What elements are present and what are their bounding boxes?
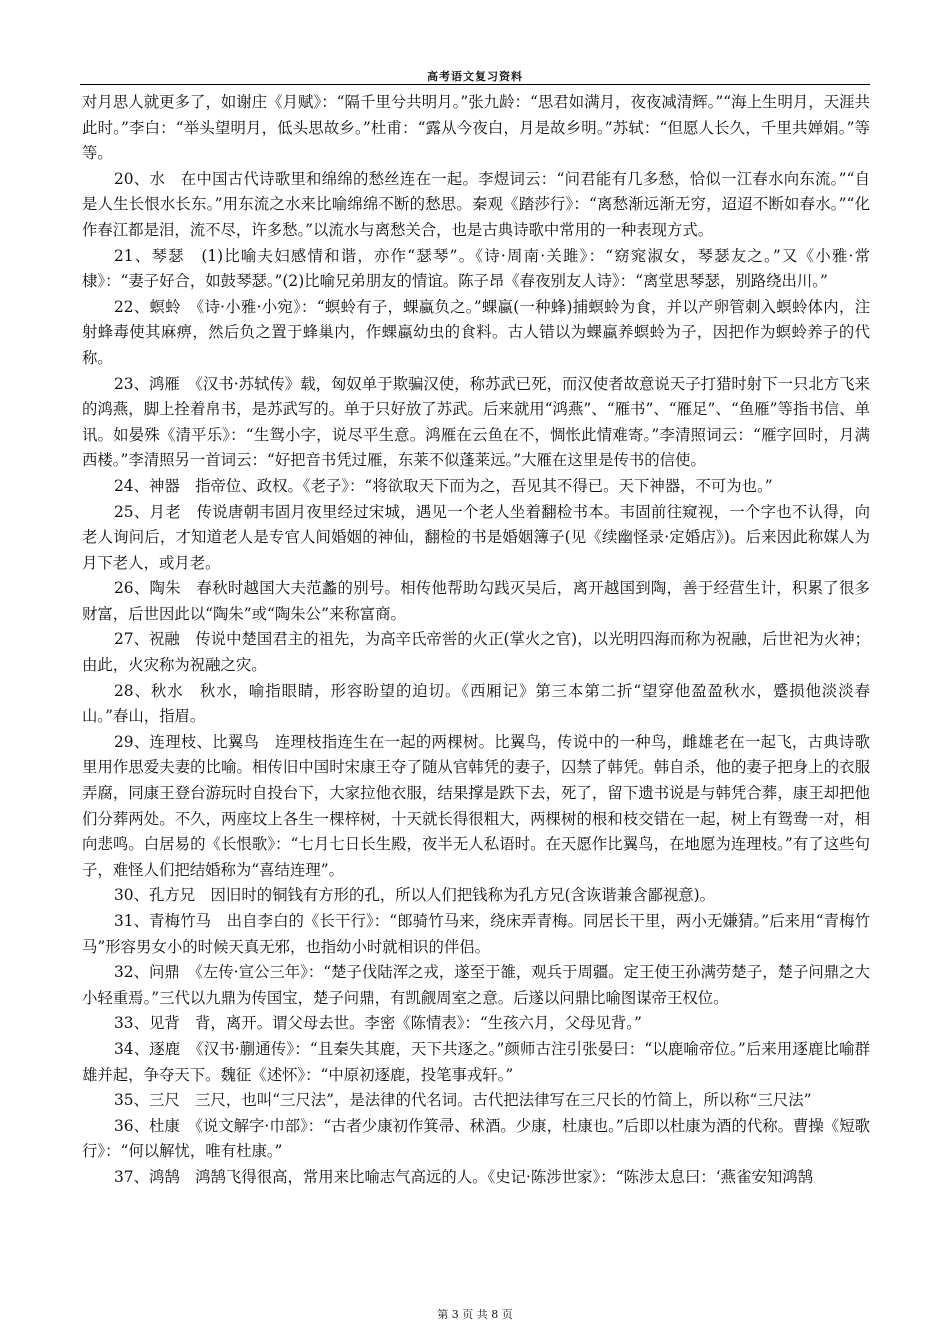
paragraph-35: 35、三尺 三尺，也叫“三尺法”，是法律的代名词。古代把法律写在三尺长的竹简上，所以称“三尺法” bbox=[114, 1091, 812, 1110]
paragraph-36: 36、杜康 《说文解字·巾部》：“古者少康初作箕帚、秫酒。少康，杜康也。”后即以杜康为酒的代称。曹操《短歌行》：“何以解忧，唯有杜康。” bbox=[82, 1116, 870, 1161]
paragraph-33: 33、见背 背，离开。谓父母去世。李密《陈情表》：“生孩六月，父母见背。” bbox=[114, 1014, 642, 1033]
header-divider bbox=[80, 84, 870, 85]
paragraph-19-continued: 对月思人就更多了，如谢庄《月赋》：“隔千里兮共明月。”张九龄：“思君如满月，夜夜减清辉。”“海上生明月，天涯共此时。”李白：“举头望明月，低头思故乡。”杜甫：“露从今夜白，月是故乡明。”苏轼：“但愿人长久，千里共婵娟。”等等。 bbox=[82, 93, 870, 163]
paragraph-24: 24、神器 指帝位、政权。《老子》：“将欲取天下而为之，吾见其不得已。天下神器，不可为也。” bbox=[114, 476, 773, 495]
paragraph-22: 22、螟蛉 《诗·小雅·小宛》：“螟蛉有子，蜾蠃负之。”蜾蠃(一种蜂)捕螟蛉为食，并以产卵管刺入螟蛉体内，注射蜂毒使其麻痹，然后负之置于蜂巢内，作蜾蠃幼虫的食料。古人错以为蜾蠃养螟蛉为子，因把作为螟蛉养子的代称。 bbox=[82, 297, 870, 367]
paragraph-34: 34、逐鹿 《汉书·蒯通传》：“且秦失其鹿，天下共逐之。”颜师古注引张晏曰：“以鹿喻帝位。”后来用逐鹿比喻群雄并起，争夺天下。魏征《述怀》：“中原初逐鹿，投笔事戎轩。” bbox=[82, 1039, 870, 1084]
paragraph-27: 27、祝融 传说中楚国君主的祖先，为高辛氏帝喾的火正(掌火之官)，以光明四海而称为祝融，后世祀为火神；由此，火灾称为祝融之灾。 bbox=[82, 630, 870, 675]
paragraph-31: 31、青梅竹马 出自李白的《长干行》：“郎骑竹马来，绕床弄青梅。同居长干里，两小无嫌猜。”后来用“青梅竹马”形容男女小的时候天真无邪，也指幼小时就相识的伴侣。 bbox=[82, 912, 870, 956]
paragraph-28: 28、秋水 秋水，喻指眼睛，形容盼望的迫切。《西厢记》第三本第二折“望穿他盈盈秋水，蹙损他淡淡春山。”春山，指眉。 bbox=[82, 681, 870, 726]
document-body bbox=[82, 90, 870, 1191]
document-header: 高考语文复习资料 bbox=[427, 70, 523, 83]
paragraph-26: 26、陶朱 春秋时越国大夫范蠡的别号。相传他帮助勾践灭吴后，离开越国到陶，善于经营生计，积累了很多财富，后世因此以“陶朱”或“陶朱公”来称富商。 bbox=[82, 579, 870, 623]
paragraph-32: 32、问鼎 《左传·宣公三年》：“楚子伐陆浑之戎，遂至于雒，观兵于周疆。定王使王孙满劳楚子，楚子问鼎之大小轻重焉。”三代以九鼎为传国宝，楚子问鼎，有凯觎周室之意。后遂以问鼎比喻图谋帝王权位。 bbox=[82, 963, 870, 1007]
page-number: 第 3 页 共 8 页 bbox=[437, 1308, 513, 1321]
paragraph-37: 37、鸿鹄 鸿鹄飞得很高，常用来比喻志气高远的人。《史记·陈涉世家》：“陈涉太息曰：‘燕雀安知鸿鹄 bbox=[114, 1167, 814, 1186]
paragraph-21: 21、琴瑟 (1)比喻夫妇感情和谐，亦作“瑟琴”。《诗·周南·关雎》：“窈窕淑女，琴瑟友之。”又《小雅·常棣》：“妻子好合，如鼓琴瑟。”(2)比喻兄弟朋友的情谊。陈子昂《春夜别友人诗》：“离堂思琴瑟，别路绕出川。” bbox=[82, 246, 870, 291]
paragraph-29: 29、连理枝、比翼鸟 连理枝指连生在一起的两棵树。比翼鸟，传说中的一种鸟，雌雄老在一起飞，古典诗歌里用作思爱夫妻的比喻。相传旧中国时宋康王夺了随从官韩凭的妻子，囚禁了韩凭。韩自杀，他的妻子把身上的衣服弄腐，同康王登台游玩时自投台下，大家拉他衣服，结果撑是跌下去，死了，留下遗书说是与韩凭合葬，康王却把他们分葬两处。不久，两座坟上各生一棵梓树，十天就长得很粗大，两棵树的根和枝交错在一起，树上有鸳鸯一对，相向悲鸣。白居易的《长恨歌》：“七月七日长生殿，夜半无人私语时。在天愿作比翼鸟，在地愿为连理枝。”有了这些句子，难怪人们把结婚称为“喜结连理”。 bbox=[82, 732, 870, 879]
paragraph-25: 25、月老 传说唐朝韦固月夜里经过宋城，遇见一个老人坐着翻检书本。韦固前往窥视，一个字也不认得，向老人询问后，才知道老人是专官人间婚姻的神仙，翻检的书是婚姻簿子(见《续幽怪录·定婚店》)。后来因此称媒人为月下老人，或月老。 bbox=[82, 502, 870, 572]
paragraph-20: 20、水 在中国古代诗歌里和绵绵的愁丝连在一起。李煜词云：“问君能有几多愁，恰似一江春水向东流。”“自是人生长恨水长东。”用东流之水来比喻绵绵不断的愁思。秦观《踏莎行》：“离愁渐远渐无穷，迢迢不断如春水。”“化作春江都是泪，流不尽，许多愁。”以流水与离愁关合，也是古典诗歌中常用的一种表现方式。 bbox=[82, 169, 870, 239]
paragraph-30: 30、孔方兄 因旧时的铜钱有方形的孔，所以人们把钱称为孔方兄(含诙谐兼含鄙视意)。 bbox=[114, 886, 716, 905]
paragraph-23: 23、鸿雁 《汉书·苏轼传》载，匈奴单于欺骗汉使，称苏武已死，而汉使者故意说天子打猎时射下一只北方飞来的鸿燕，脚上拴着帛书，是苏武写的。单于只好放了苏武。后来就用“鸿燕”、“雁书”、“雁足”、“鱼雁”等指书信、单讯。如晏殊《清平乐》：“生鸳小字，说尽平生意。鸿雁在云鱼在不，惆怅此情难寄。”李清照词云：“雁字回时，月满西楼。”李清照另一首词云：“好把音书凭过雁，东莱不似蓬莱远。”大雁在这里是传书的信使。 bbox=[82, 374, 870, 470]
